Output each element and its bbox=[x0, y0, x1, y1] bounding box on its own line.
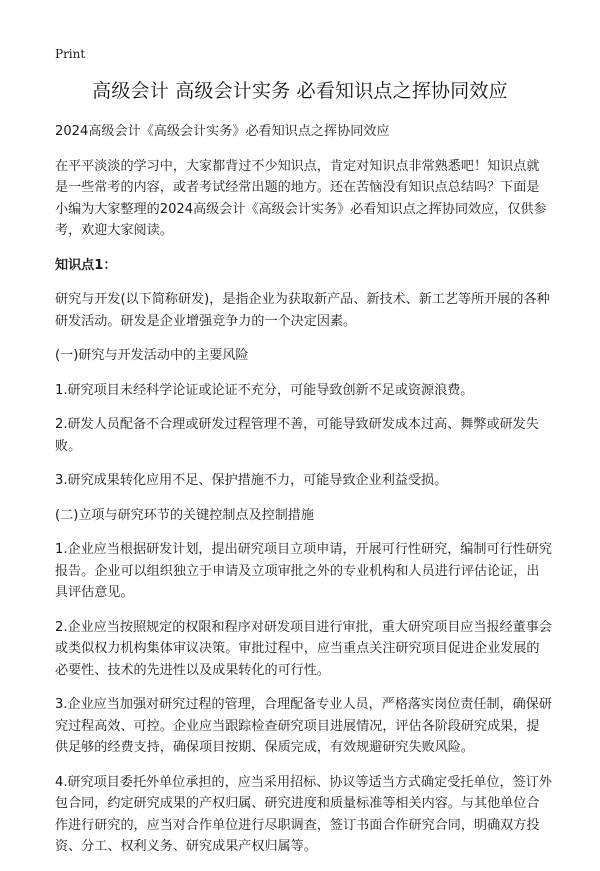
risk-item-3: 3.研究成果转化应用不足、保护措施不力，可能导致企业利益受损。 bbox=[55, 473, 448, 488]
control-subheading: (二)立项与研究环节的关键控制点及控制措施 bbox=[55, 507, 314, 523]
control-item-1: 1.企业应当根据研发计划，提出研究项目立项申请，开展可行性研究，编制可行性研究报告。企业可以组织独立于申请及立项审批之外的专业机构和人员进行评估论证，出具评估意见。 bbox=[55, 542, 552, 600]
risk-item-1: 1.研究项目未经科学论证或论证不充分，可能导致创新不足或资源浪费。 bbox=[55, 382, 474, 398]
article-subtitle: 2024高级会计《高级会计实务》必看知识点之挥协同效应 bbox=[55, 124, 390, 139]
print-link[interactable]: Print bbox=[55, 47, 86, 61]
risk-item-2: 2.研发人员配备不合理或研发过程管理不善，可能导致研发成本过高、舞弊或研发失败。 bbox=[55, 417, 539, 454]
control-item-2: 2.企业应当按照规定的权限和程序对研发项目进行审批，重大研究项目应当报经董事会或类似权力机构集体审议决策。审批过程中，应当重点关注研究项目促进企业发展的必要性、技术的先进性以及成果转化的可行性。 bbox=[55, 619, 552, 678]
intro-paragraph: 在平平淡淡的学习中，大家都背过不少知识点，肯定对知识点非常熟悉吧！知识点就是一些常考的内容，或者考试经常出题的地方。还在苦恼没有知识点总结吗？下面是小编为大家整理的2024高级会计《高级会计实务》必看知识点之挥协同效应，仅供参考，欢迎大家阅读。 bbox=[55, 158, 547, 238]
section-heading: 知识点1： bbox=[55, 257, 117, 273]
definition-paragraph: 研究与开发(以下简称研发)，是指企业为获取新产品、新技术、新工艺等所开展的各种研发活动。研发是企业增强竞争力的一个决定因素。 bbox=[55, 292, 550, 329]
page-title: 高级会计 高级会计实务 必看知识点之挥协同效应 bbox=[92, 80, 508, 102]
control-item-3: 3.企业应当加强对研究过程的管理，合理配备专业人员，严格落实岗位责任制，确保研究过程高效、可控。企业应当跟踪检查研究项目进展情况，评估各阶段研究成果，提供足够的经费支持，确保项目按期、保质完成，有效规避研究失败风险。 bbox=[55, 697, 552, 755]
risk-subheading: (一)研究与开发活动中的主要风险 bbox=[55, 348, 249, 363]
article-body bbox=[55, 121, 552, 871]
control-item-4: 4.研究项目委托外单位承担的，应当采用招标、协议等适当方式确定受托单位，签订外包合同，约定研究成果的产权归属、研究进度和质量标准等相关内容。与其他单位合作进行研究的，应当对合作单位进行尽职调查，签订书面合作研究合同，明确双方投资、分工、权利义务、研究成果产权归属等。 bbox=[55, 774, 552, 854]
